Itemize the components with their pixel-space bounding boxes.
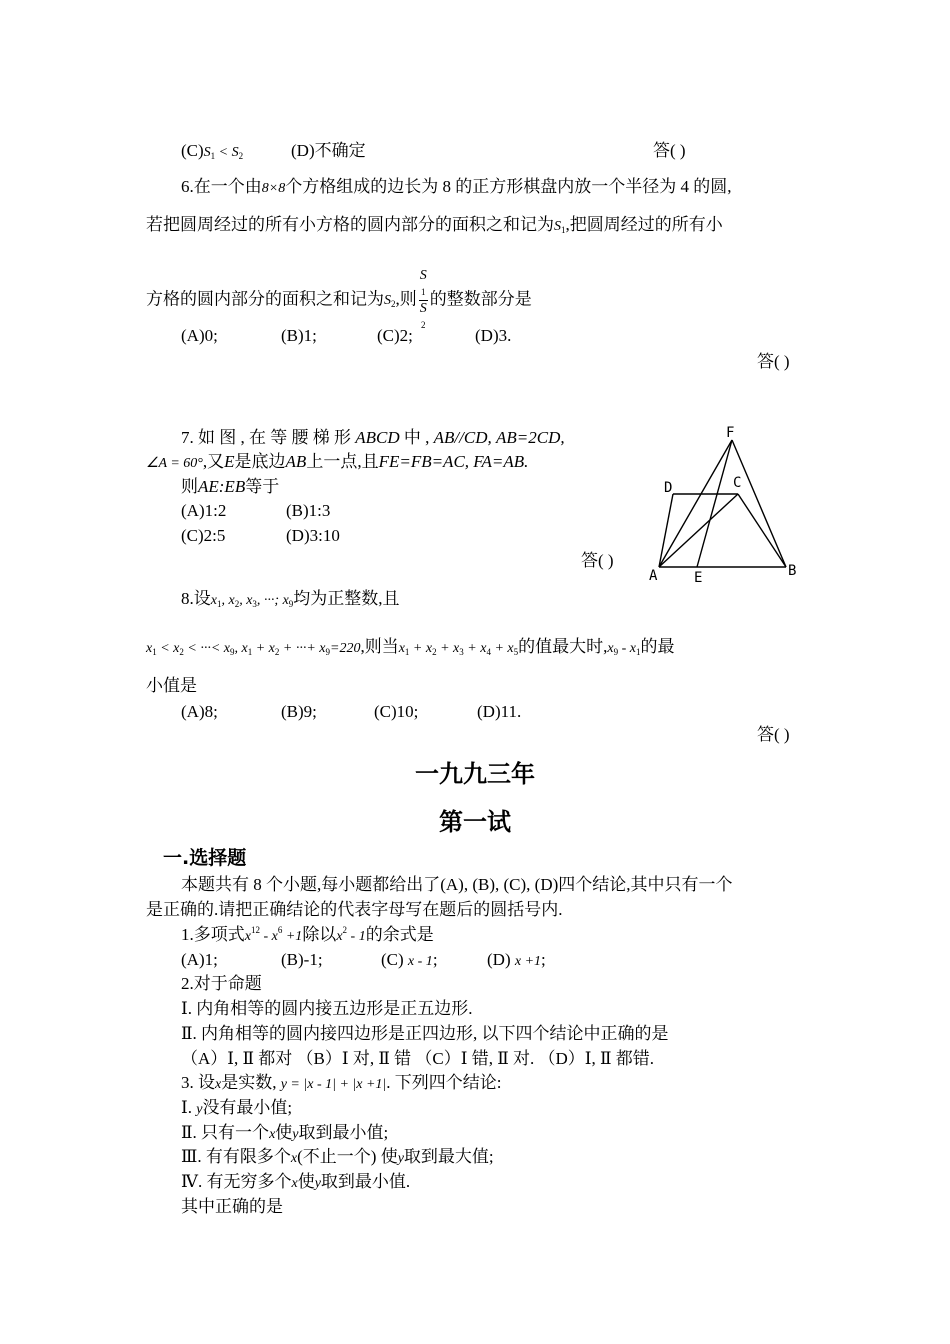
p2-options: （A）Ⅰ, Ⅱ 都对 （B）Ⅰ 对, Ⅱ 错 （C）Ⅰ 错, Ⅱ 对. （D）Ⅰ, Ⅱ 都错.	[181, 1049, 655, 1068]
q7-line1: 7. 如 图 , 在 等 腰 梯 形 ABCD 中 , AB//CD, AB=2CD,	[181, 428, 565, 447]
p1-option-a: (A)1;	[181, 950, 218, 969]
q6-answer: 答( )	[757, 352, 790, 371]
p1-option-c: (C) x - 1;	[381, 950, 438, 969]
trapezoid-figure	[640, 420, 810, 590]
p3-claim-4: Ⅳ. 有无穷多个x使y取到最小值.	[181, 1172, 411, 1191]
q8-line1: 8.设$x_1$, $x_2$, $x_3$, ···; $x_9$均为正整数,且	[181, 589, 400, 609]
q6-line1: 6.在一个由8×8个方格组成的边长为 8 的正方形棋盘内放一个半径为 4 的圆,	[181, 177, 732, 196]
year-title: 一九九三年	[415, 760, 535, 788]
q8-option-c: (C)10;	[374, 702, 419, 721]
q5-option-d: (D)不确定	[291, 141, 366, 160]
section-title: 一.选择题	[163, 847, 247, 869]
segment-fa	[659, 440, 732, 567]
q8-option-b: (B)9;	[281, 702, 317, 721]
q6-option-b: (B)1;	[281, 326, 317, 345]
q8-line2: $x_1 < x_2$ < ···< $x_9$, $x_1 + x_2$ + ···+ $x_9=220$,则当$x_1 + x_2 + x_3 + x_4 + x_5$的值最大时$,x_9 - x_1$的最	[146, 637, 675, 657]
q7-option-c: (C)2:5	[181, 526, 226, 545]
q7-option-d: (D)3:10	[286, 526, 340, 545]
p2-title: 2.对于命题	[181, 974, 262, 993]
test-title: 第一试	[439, 808, 511, 836]
q7-answer: 答( )	[581, 551, 614, 570]
label-f: F	[726, 425, 735, 441]
intro-line2: 是正确的.请把正确结论的代表字母写在题后的圆括号内.	[146, 900, 563, 919]
q8-answer: 答( )	[757, 725, 790, 744]
q6-option-a: (A)0;	[181, 326, 218, 345]
q7-line3: 则AE:EB等于	[181, 477, 280, 496]
p3-question: 3. 设x是实数, y = |x - 1| + |x +1|. 下列四个结论:	[181, 1073, 502, 1092]
q5-answer: 答( )	[653, 141, 686, 160]
p1-option-d: (D) x +1;	[487, 950, 546, 969]
label-d: D	[664, 480, 673, 496]
q8-option-a: (A)8;	[181, 702, 218, 721]
label-b: B	[788, 563, 797, 579]
q6-line3: 方格的圆内部分的面积之和记为$S_2$,则 S 1 S 2 的整数部分是	[146, 268, 532, 333]
p3-claim-3: Ⅲ. 有有限多个x(不止一个) 使y取到最大值;	[181, 1147, 494, 1166]
label-e: E	[694, 570, 703, 586]
p3-claim-1: Ⅰ. y没有最小值;	[181, 1098, 293, 1117]
segment-cb	[738, 494, 786, 567]
q5-option-c: $(C)S_1 < S_2$	[181, 141, 244, 161]
q6-option-c: (C)2;	[377, 326, 413, 345]
q6-option-d: (D)3.	[475, 326, 512, 345]
p1-question: 1.多项式$x^{12} - x^6 +1$除以$x^2 - 1$的余式是	[181, 925, 434, 944]
label-c: C	[733, 475, 742, 491]
q6-line2: 若把圆周经过的所有小方格的圆内部分的面积之和记为$S_1$,把圆周经过的所有小	[146, 215, 723, 235]
intro-line1: 本题共有 8 个小题,每小题都给出了(A), (B), (C), (D)四个结论,其中只有一个	[181, 875, 733, 894]
p1-option-b: (B)-1;	[281, 950, 323, 969]
p2-statement-1: Ⅰ. 内角相等的圆内接五边形是正五边形.	[181, 999, 473, 1018]
p3-last: 其中正确的是	[181, 1197, 283, 1216]
p2-statement-2: Ⅱ. 内角相等的圆内接四边形是正四边形, 以下四个结论中正确的是	[181, 1024, 669, 1043]
q7-line2: ∠A = 60°,又E是底边AB上一点,且FE=FB=AC, FA=AB.	[146, 452, 529, 471]
q8-line3: 小值是	[146, 676, 197, 695]
segment-fb	[732, 440, 786, 567]
label-a: A	[649, 568, 658, 584]
q7-option-b: (B)1:3	[286, 501, 331, 520]
q8-option-d: (D)11.	[477, 702, 522, 721]
q7-option-a: (A)1:2	[181, 501, 227, 520]
p3-claim-2: Ⅱ. 只有一个x使y取到最小值;	[181, 1123, 389, 1142]
fraction-s1-over-s2: S 1 S 2	[419, 268, 427, 330]
